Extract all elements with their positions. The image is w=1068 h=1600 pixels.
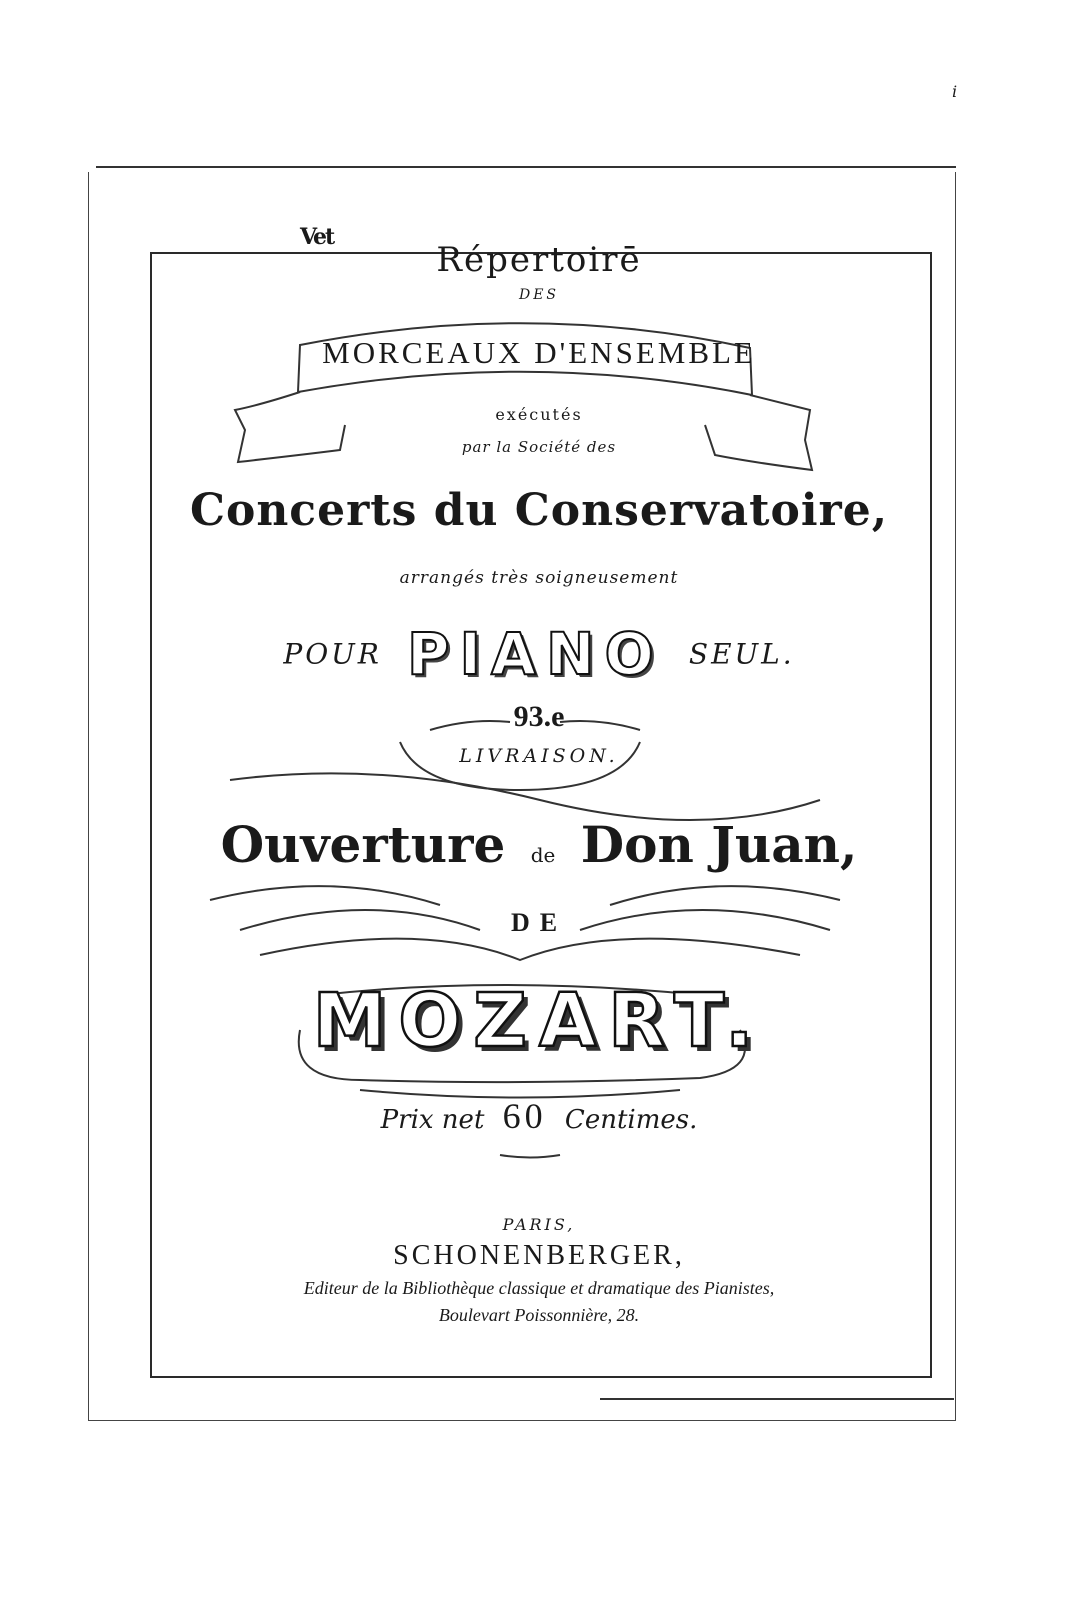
publisher-description: Editeur de la Bibliothèque classique et dramatique des Pianistes, xyxy=(303,1278,775,1298)
livraison-number: 93.e xyxy=(513,700,565,733)
library-stamp: Vet xyxy=(300,224,334,250)
morceaux-banner-text: MORCEAUX D'ENSEMBLE xyxy=(322,335,756,370)
ouverture-text: Ouverture xyxy=(220,815,506,874)
composer-name: MOZART. xyxy=(312,978,766,1064)
des-label: DES xyxy=(518,287,560,303)
livraison-label: LIVRAISON. xyxy=(459,745,619,767)
executes-text: exécutés xyxy=(495,405,583,424)
publisher-city: PARIS, xyxy=(502,1215,576,1234)
page-mark: i xyxy=(952,82,958,101)
arranges-text: arrangés très soigneusement xyxy=(399,568,679,588)
de-small-text: de xyxy=(530,843,556,867)
seul-text: SEUL. xyxy=(688,637,795,671)
de-text: DE xyxy=(510,908,568,937)
publisher-name: SCHONENBERGER, xyxy=(393,1240,685,1271)
price-unit: Centimes. xyxy=(564,1105,698,1135)
price-amount: 60 xyxy=(502,1096,547,1136)
piano-text: PIANO xyxy=(406,620,664,688)
repertoire-heading: Répertoirē xyxy=(436,240,642,280)
concerts-heading: Concerts du Conservatoire, xyxy=(189,485,889,536)
publisher-address: Boulevart Poissonnière, 28. xyxy=(438,1305,640,1325)
don-juan-text: Don Juan, xyxy=(580,815,858,874)
price-line xyxy=(150,1095,928,1137)
societe-text: par la Société des xyxy=(461,438,617,456)
pour-text: POUR xyxy=(283,637,382,671)
instrument-line xyxy=(150,620,928,688)
work-title xyxy=(150,815,928,874)
price-prefix: Prix net xyxy=(380,1105,485,1135)
